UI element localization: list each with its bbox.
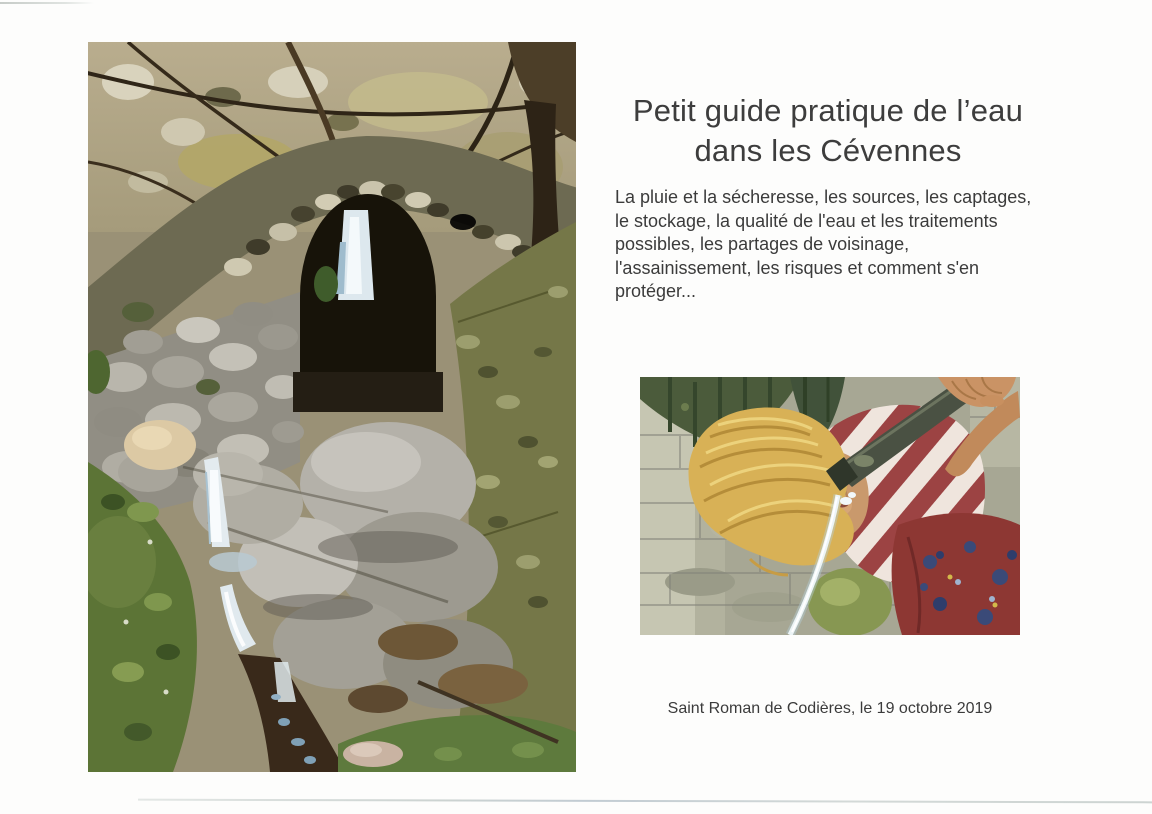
intro-paragraph <box>615 186 1085 304</box>
photo-child-drinking-fountain <box>640 377 1020 635</box>
intro-line: possibles, les partages de voisinage, <box>615 234 910 255</box>
photo-stone-bridge-svg <box>88 42 576 772</box>
photo-stone-bridge-stream <box>88 42 576 772</box>
intro-line: protéger... <box>615 281 697 302</box>
page-title <box>588 91 1068 171</box>
intro-line: le stockage, la qualité de l'eau et les traitements <box>615 210 998 231</box>
intro-line: l'assainissement, les risques et comment s'en <box>615 257 980 278</box>
photo-child-svg <box>640 377 1020 635</box>
intro-line: La pluie et la sécheresse, les sources, les captages, <box>615 187 1032 207</box>
title-line-1: Petit guide pratique de l’eau <box>632 92 1024 128</box>
scan-artifact-line-top <box>0 2 94 4</box>
dateline: Saint Roman de Codières, le 19 octobre 2019 <box>667 700 993 717</box>
scan-artifact-line-bottom <box>138 799 1152 804</box>
title-line-2: dans les Cévennes <box>694 132 962 168</box>
